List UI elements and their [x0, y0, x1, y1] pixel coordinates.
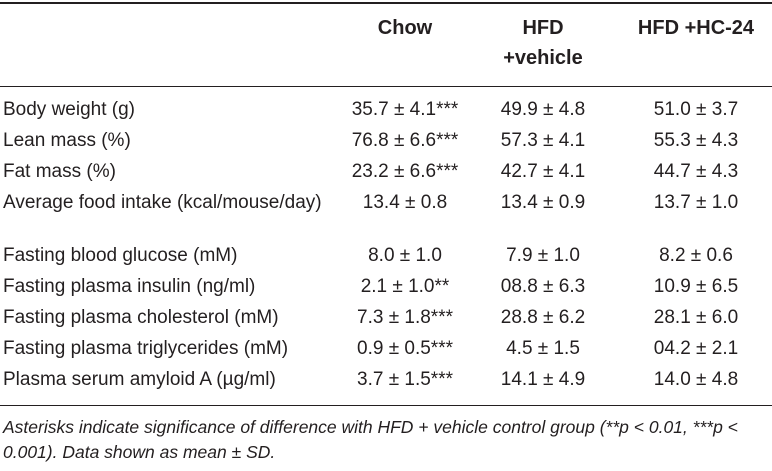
row-label: Fasting blood glucose (mM) — [3, 245, 238, 266]
cell-chow: 2.1 ± 1.0** — [360, 276, 450, 297]
cell-hfd-hc24: 04.2 ± 2.1 — [653, 338, 739, 359]
cell-hfd-hc24: 28.1 ± 6.0 — [653, 307, 739, 328]
header-chow: Chow — [377, 17, 433, 39]
cell-chow: 7.3 ± 1.8*** — [357, 307, 453, 328]
cell-hfd-vehicle: 7.9 ± 1.0 — [506, 245, 580, 266]
cell-hfd-vehicle: 57.3 ± 4.1 — [500, 130, 586, 151]
header-hfd-vehicle — [468, 13, 618, 73]
cell-chow: 3.7 ± 1.5*** — [357, 369, 453, 390]
table-top-rule — [0, 2, 772, 4]
table-row — [0, 240, 772, 271]
cell-hfd-vehicle: 13.4 ± 0.9 — [500, 192, 586, 213]
cell-chow: 23.2 ± 6.6*** — [351, 161, 459, 182]
table-bottom-rule — [0, 405, 772, 406]
table-row — [0, 187, 772, 240]
cell-hfd-vehicle: 42.7 ± 4.1 — [500, 161, 586, 182]
cell-hfd-vehicle: 14.1 ± 4.9 — [500, 369, 586, 390]
cell-hfd-hc24: 55.3 ± 4.3 — [653, 130, 739, 151]
row-label: Lean mass (%) — [3, 130, 131, 151]
table-row — [0, 125, 772, 156]
cell-chow: 8.0 ± 1.0 — [368, 245, 442, 266]
cell-hfd-vehicle: 08.8 ± 6.3 — [500, 276, 586, 297]
row-label: Plasma serum amyloid A (µg/ml) — [3, 369, 276, 390]
cell-hfd-hc24: 13.7 ± 1.0 — [653, 192, 739, 213]
table-row — [0, 94, 772, 125]
cell-hfd-vehicle: 49.9 ± 4.8 — [500, 99, 586, 120]
table-header-rule — [0, 86, 772, 87]
table-body — [0, 94, 772, 395]
row-label: Fasting plasma insulin (ng/ml) — [3, 276, 256, 297]
table-row — [0, 302, 772, 333]
table-row — [0, 271, 772, 302]
cell-hfd-hc24: 10.9 ± 6.5 — [653, 276, 739, 297]
header-hfd-vehicle-line1: HFD — [522, 17, 564, 39]
header-hfd-vehicle-line2: +vehicle — [503, 47, 583, 69]
row-label: Average food intake (kcal/mouse/day) — [3, 192, 322, 213]
cell-chow: 35.7 ± 4.1*** — [351, 99, 459, 120]
cell-hfd-vehicle: 28.8 ± 6.2 — [500, 307, 586, 328]
cell-hfd-hc24: 51.0 ± 3.7 — [653, 99, 739, 120]
table-row — [0, 364, 772, 395]
table-footnote: Asterisks indicate significance of difference with HFD + vehicle control group (**p < 0.01, ***p < 0.001). Data shown as mean ± SD. — [3, 417, 738, 462]
cell-chow: 0.9 ± 0.5*** — [357, 338, 453, 359]
cell-chow: 76.8 ± 6.6*** — [351, 130, 459, 151]
row-label: Fasting plasma triglycerides (mM) — [3, 338, 289, 359]
row-label: Body weight (g) — [3, 99, 136, 120]
row-label: Fat mass (%) — [3, 161, 116, 182]
cell-hfd-vehicle: 4.5 ± 1.5 — [506, 338, 580, 359]
row-label: Fasting plasma cholesterol (mM) — [3, 307, 279, 328]
cell-hfd-hc24: 8.2 ± 0.6 — [659, 245, 733, 266]
cell-hfd-hc24: 14.0 ± 4.8 — [653, 369, 739, 390]
cell-chow: 13.4 ± 0.8 — [362, 192, 448, 213]
table-row — [0, 156, 772, 187]
table-row — [0, 333, 772, 364]
cell-hfd-hc24: 44.7 ± 4.3 — [653, 161, 739, 182]
header-hfd-hc24: HFD +HC-24 — [637, 17, 755, 39]
